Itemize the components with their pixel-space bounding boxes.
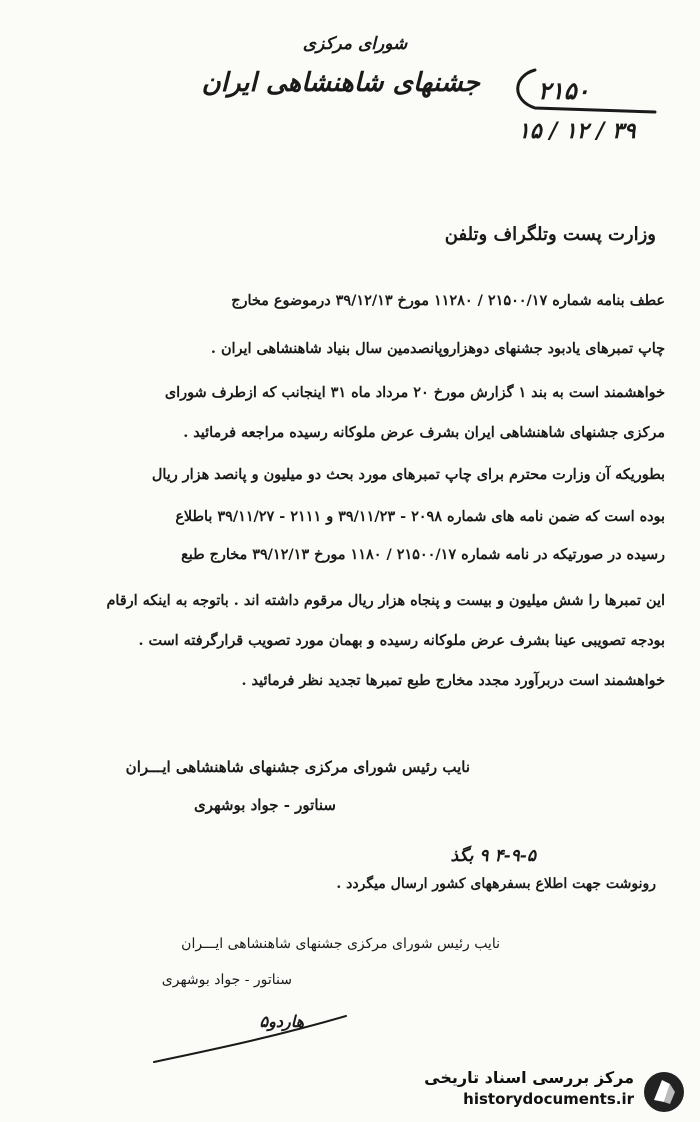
body-line-6: بوده است که ضمن نامه های شماره ۲۰۹۸ - ۳۹/۱۱/۲۳ و ۲۱۱۱ - ۳۹/۱۱/۲۷ باطلاع: [175, 508, 665, 525]
watermark-logo-icon: [642, 1070, 686, 1114]
watermark: [424, 1066, 690, 1116]
pen-stroke: [150, 1010, 350, 1070]
body-line-3: خواهشمند است به بند ۱ گزارش مورخ ۲۰ مرداد ماه ۳۱ اینجانب که ازطرف شورای: [164, 384, 665, 401]
signature2-name: سناتور - جواد بوشهری: [161, 972, 292, 988]
signature2-title: نایب رئیس شورای مرکزی جشنهای شاهنشاهی ایـــران: [181, 936, 500, 952]
handwritten-annotation: ۴-۹-۵ ۹ بگذ: [450, 846, 536, 866]
body-line-2: چاپ تمبرهای یادبود جشنهای دوهزاروپانصدمین سال بنیاد شاهنشاهی ایران .: [210, 340, 665, 357]
body-line-7: رسیده در صورتیکه در نامه شماره ۲۱۵۰۰/۱۷ / ۱۱۸۰ مورخ ۳۹/۱۲/۱۳ مخارج طبع: [181, 546, 665, 563]
body-line-10: خواهشمند است دربرآورد مجدد مخارج طبع تمبرها تجدید نظر فرمائید .: [241, 672, 665, 689]
body-line-9: بودجه تصویبی عینا بشرف عرض ملوکانه رسیده و بهمان مورد تصویب قرارگرفته است .: [138, 632, 665, 649]
body-line-1: عطف بنامه شماره ۲۱۵۰۰/۱۷ / ۱۱۲۸۰ مورخ ۳۹/۱۲/۱۳ درموضوع مخارج: [231, 292, 665, 309]
signature2-initial: هاردو۵: [259, 1012, 304, 1031]
copy-note: رونوشت جهت اطلاع بسفرههای کشور ارسال میگردد .: [336, 876, 656, 892]
body-line-5: بطوریکه آن وزارت محترم برای چاپ تمبرهای مورد بحث دو میلیون و پانصد هزار ریال: [151, 466, 665, 483]
signature-name: سناتور - جواد بوشهری: [193, 796, 336, 814]
body-line-4: مرکزی جشنهای شاهنشاهی ایران بشرف عرض ملوکانه رسیده مراجعه فرمائید .: [183, 424, 665, 441]
letterhead-council: شورای مرکزی: [302, 34, 408, 54]
body-line-8: این تمبرها را شش میلیون و بیست و پنجاه هزار ریال مرقوم داشته اند . باتوجه به اینکه ارقام: [106, 592, 665, 609]
letterhead-title: جشنهای شاهنشاهی ایران: [201, 68, 480, 98]
recipient: وزارت پست وتلگراف وتلفن: [444, 224, 656, 245]
watermark-url: historydocuments.ir: [463, 1090, 634, 1108]
reference-number: ۲۱۵۰: [538, 76, 590, 105]
signature-title: نایب رئیس شورای مرکزی جشنهای شاهنشاهی ایـــران: [125, 758, 470, 776]
reference-date: ۱۵ / ۱۲ / ۳۹: [518, 118, 636, 144]
watermark-title: مرکز بررسی اسناد تاریخی: [424, 1068, 634, 1087]
